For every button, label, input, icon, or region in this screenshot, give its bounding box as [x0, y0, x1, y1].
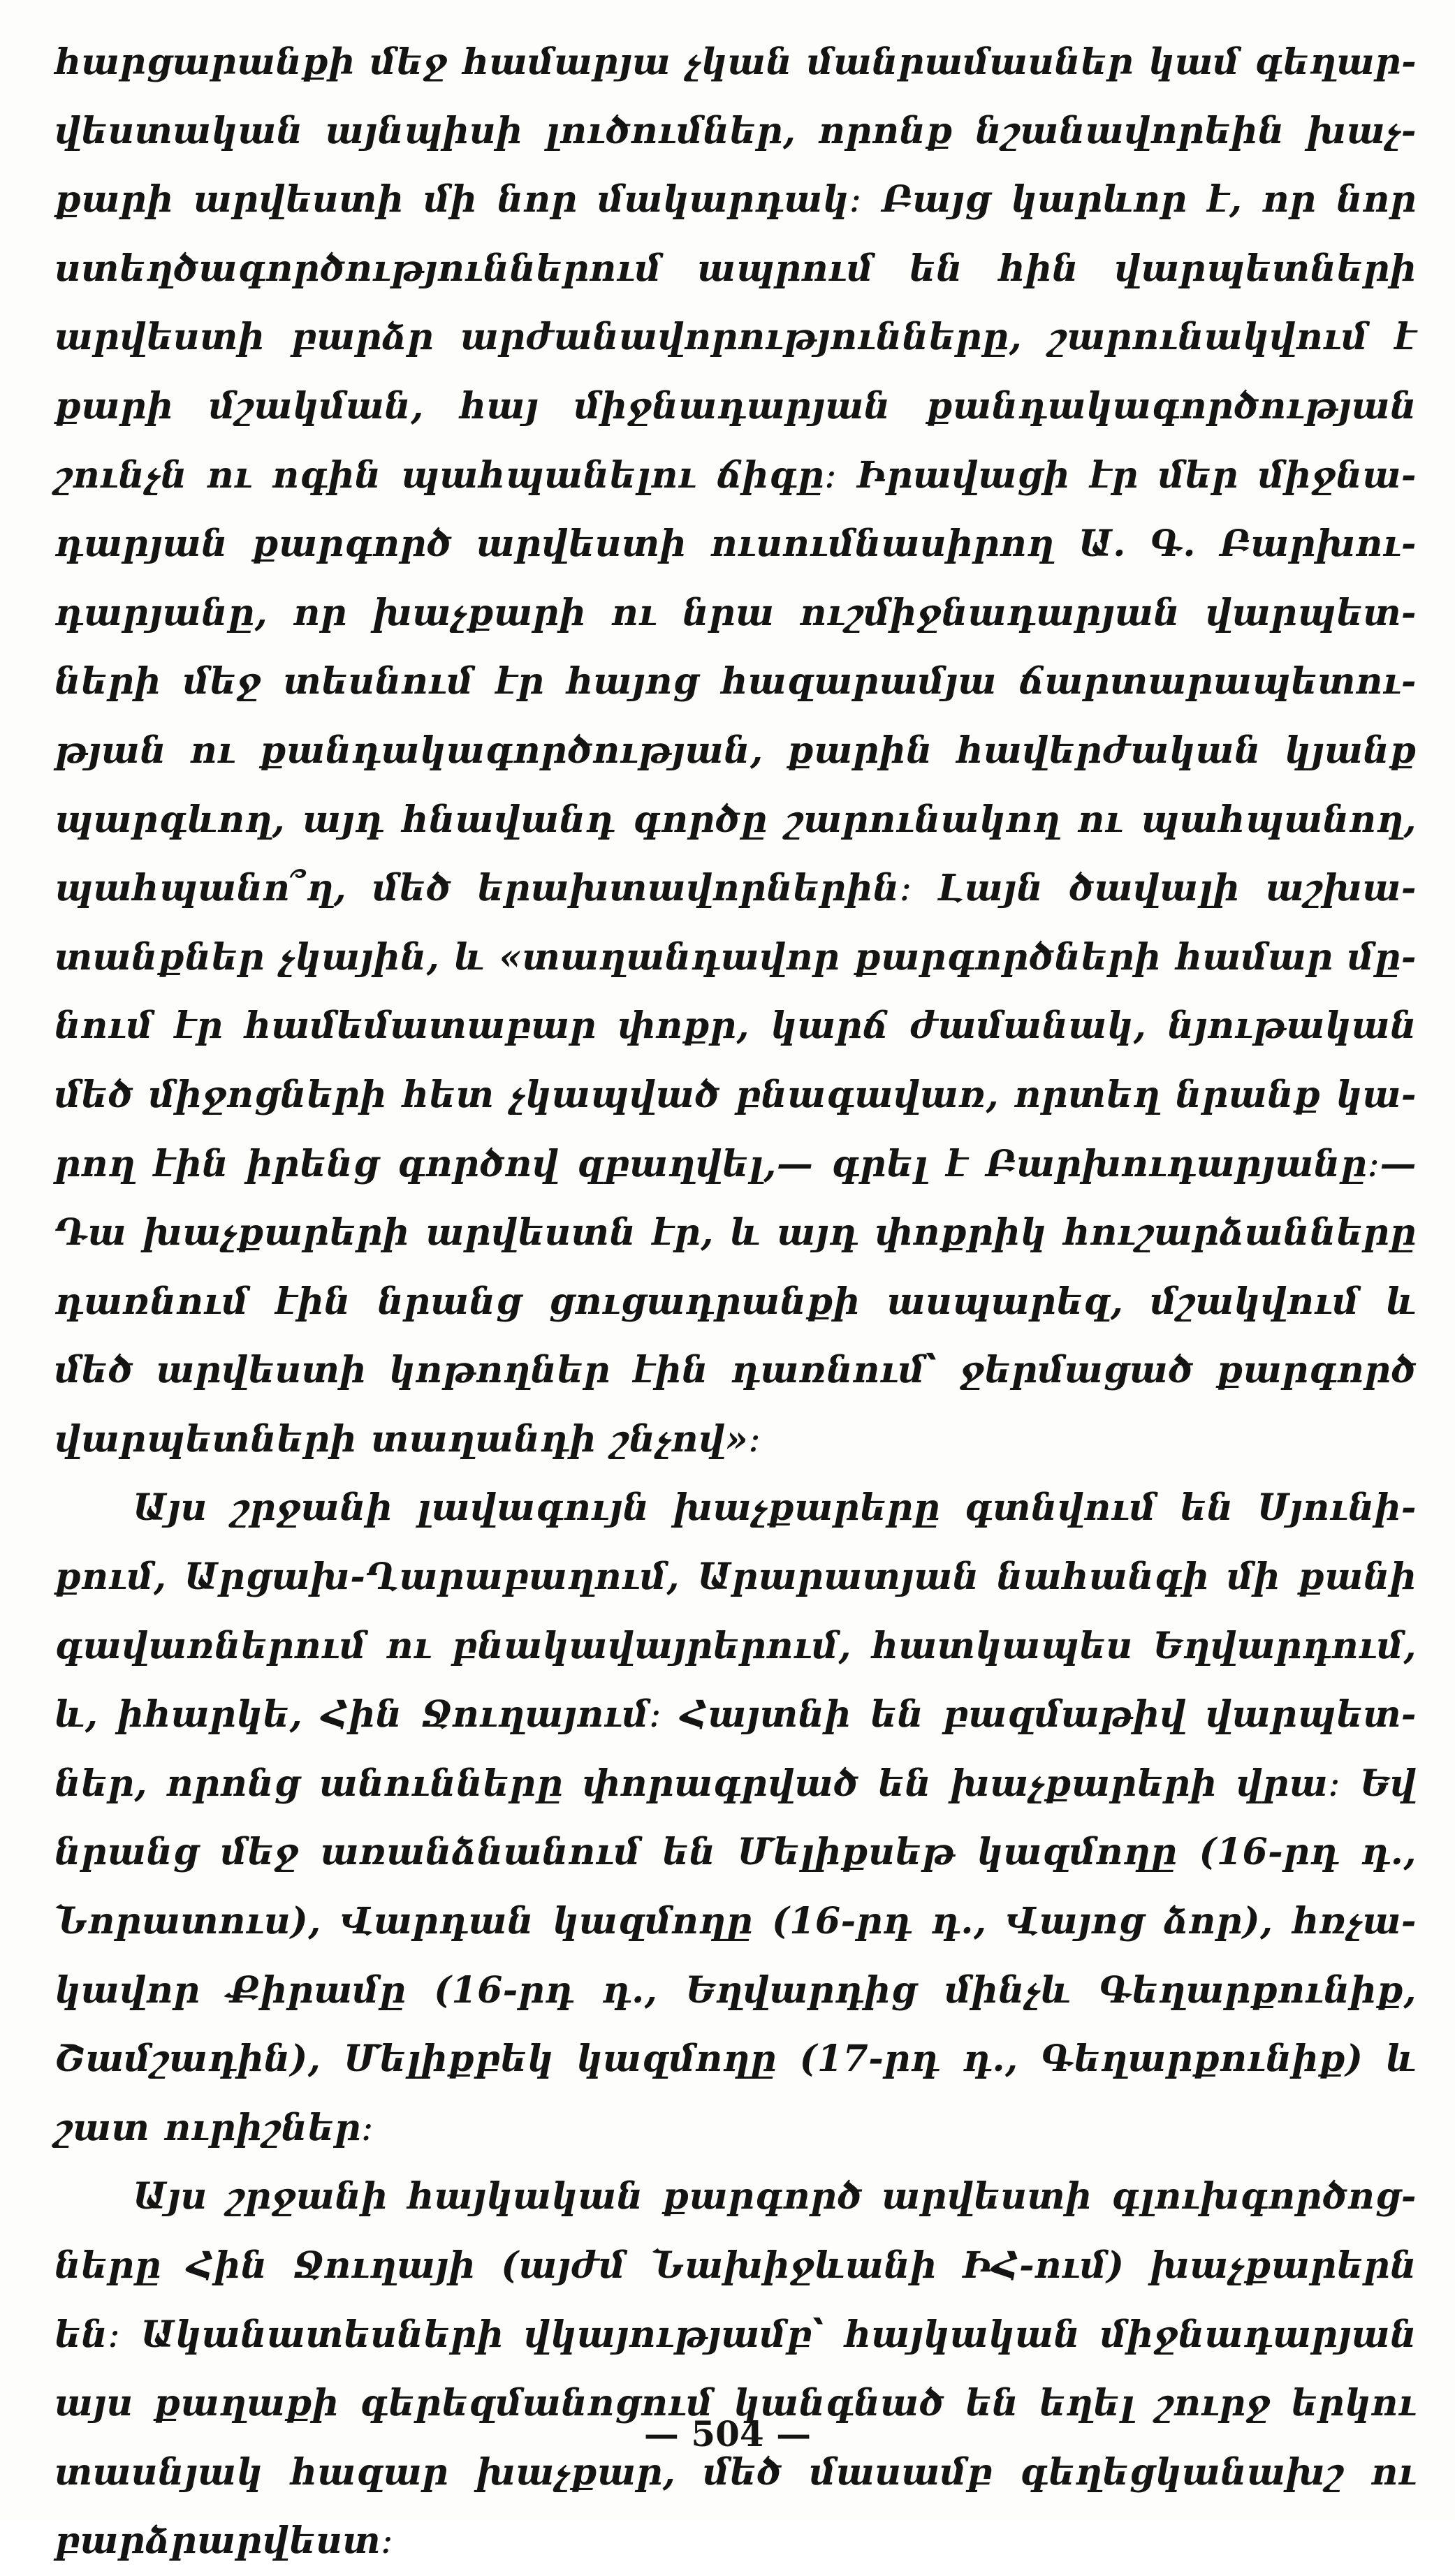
paragraph-2 — [54, 1474, 1417, 2162]
text-line: դարյանը, որ խաչքարի ու նրա ուշմիջնադարյան վարպետ- — [54, 591, 1417, 634]
text-line: վեստական այնպիսի լուծումներ, որոնք նշանավորեին խաչ- — [54, 109, 1417, 152]
text-line: Այս շրջանի հայկական քարգործ արվեստի գլուխգործոց- — [133, 2175, 1417, 2218]
text-line: պահպանո՞ղ, մեծ երախտավորներին։ Լայն ծավալի աշխա- — [54, 867, 1417, 910]
text-line: դարյան քարգործ արվեստի ուսումնասիրող Ա. Գ. Բարխու- — [54, 522, 1417, 566]
page-number: — 504 — — [643, 2413, 812, 2454]
text-line: Շամշադին), Մելիքբեկ կազմողը (17-րդ դ., Գեղարքունիք) և — [54, 2037, 1417, 2081]
text-line: Դա խաչքարերի արվեստն էր, և այդ փոքրիկ հուշարձանները — [54, 1211, 1417, 1254]
text-line: շատ ուրիշներ։ — [54, 2106, 374, 2149]
text-line: արվեստի բարձր արժանավորությունները, շարունակվում է — [54, 316, 1417, 359]
paragraph-1 — [54, 28, 1417, 1474]
text-line: քարի մշակման, հայ միջնադարյան քանդակագործության — [54, 384, 1417, 427]
paragraph-3 — [54, 2162, 1417, 2576]
text-line: կավոր Քիրամը (16-րդ դ., Եղվարդից մինչև Գեղարքունիք, — [54, 1968, 1417, 2012]
text-line: մեծ արվեստի կոթողներ էին դառնում՝ ջերմացած քարգործ — [54, 1349, 1417, 1392]
text-line: ների մեջ տեսնում էր հայոց հազարամյա ճարտարապետու- — [54, 660, 1417, 703]
text-line: Այս շրջանի լավագույն խաչքարերը գտնվում են Սյունի- — [133, 1486, 1417, 1530]
text-line: գավառներում ու բնակավայրերում, հատկապես Եղվարդում, — [54, 1624, 1417, 1667]
text-line: շունչն ու ոգին պահպանելու ճիգը։ Իրավացի էր մեր միջնա- — [54, 453, 1417, 497]
text-line: ներ, որոնց անունները փորագրված են խաչքարերի վրա։ Եվ — [54, 1762, 1417, 1805]
text-line: քում, Արցախ-Ղարաբաղում, Արարատյան նահանգի մի քանի — [54, 1556, 1417, 1599]
text-line: հարցարանքի մեջ համարյա չկան մանրամասներ կամ գեղար- — [54, 41, 1417, 83]
text-line: մեծ միջոցների հետ չկապված բնագավառ, որտեղ նրանք կա- — [54, 1073, 1417, 1116]
text-line: նրանց մեջ առանձնանում են Մելիքսեթ կազմողը (16-րդ դ., — [54, 1831, 1417, 1874]
text-line: ստեղծագործություններում ապրում են հին վարպետների — [54, 247, 1417, 290]
text-line: վարպետների տաղանդի շնչով»։ — [54, 1417, 761, 1461]
text-line: քարի արվեստի մի նոր մակարդակ։ Բայց կարևոր է, որ նոր — [54, 178, 1417, 221]
text-line: են։ Ականատեսների վկայությամբ՝ հայկական միջնադարյան — [54, 2313, 1417, 2356]
body-text — [54, 28, 1417, 2576]
text-line: նում էր համեմատաբար փոքր, կարճ ժամանակ, նյութական — [54, 1004, 1417, 1048]
text-line: տասնյակ հազար խաչքար, մեծ մասամբ գեղեցկանախշ ու — [54, 2450, 1417, 2494]
text-line: տանքներ չկային, և «տաղանդավոր քարգործների համար մը- — [54, 935, 1417, 979]
text-line: ները Հին Ջուղայի (այժմ Նախիջևանի ԻՀ-ում) խաչքարերն — [54, 2244, 1417, 2287]
text-line: և, իհարկե, Հին Ջուղայում։ Հայտնի են բազմաթիվ վարպետ- — [54, 1693, 1417, 1736]
text-line: Նորատուս), Վարդան կազմողը (16-րդ դ., Վայոց ձոր), հռչա- — [54, 1900, 1417, 1943]
text-line: րող էին իրենց գործով զբաղվել,— գրել է Բարխուդարյանը։— — [54, 1142, 1417, 1185]
text-line: պարգևող, այդ հնավանդ գործը շարունակող ու պահպանող, — [54, 798, 1417, 841]
text-line: թյան ու քանդակագործության, քարին հավերժական կյանք — [54, 729, 1417, 772]
text-line: բարձրարվեստ։ — [54, 2519, 394, 2563]
text-line: դառնում էին նրանց ցուցադրանքի ասպարեզ, մշակվում և — [54, 1280, 1417, 1323]
text-line: այս քաղաքի գերեզմանոցում կանգնած են եղել շուրջ երկու — [54, 2382, 1417, 2425]
